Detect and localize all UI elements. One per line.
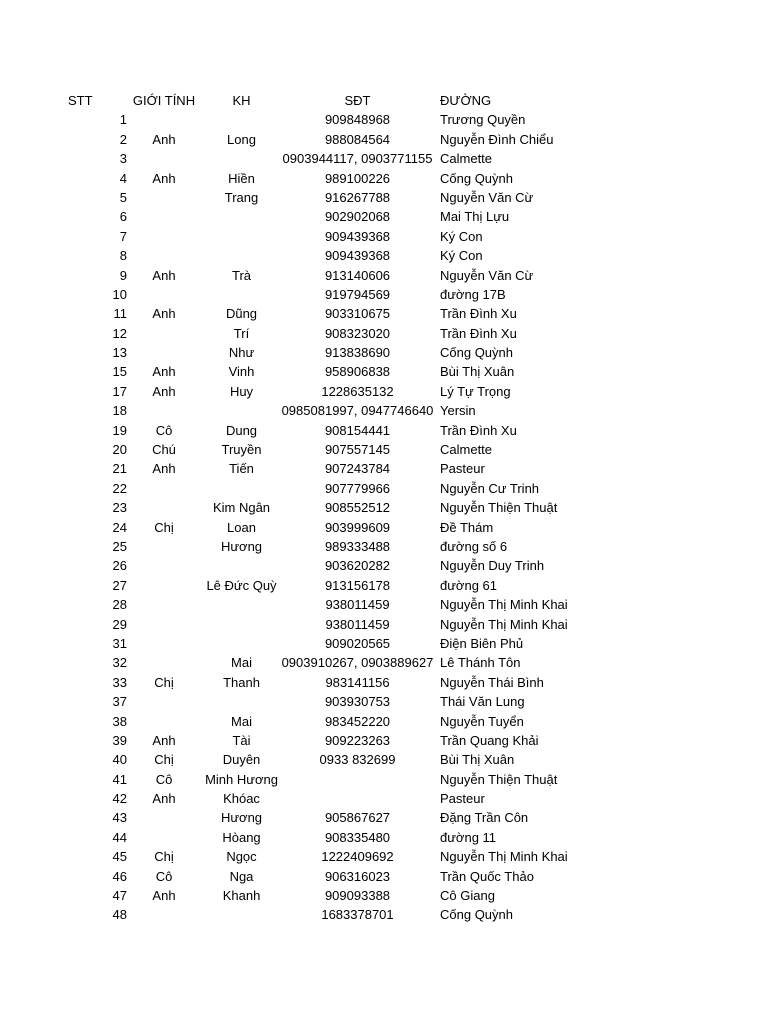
table-row (0, 285, 768, 304)
cell-gioi-tinh: Cô (155, 868, 173, 884)
cell-sdt (280, 770, 435, 789)
cell-kh (203, 401, 280, 420)
cell-gioi-tinh: Anh (152, 267, 176, 283)
table-row (0, 789, 768, 808)
cell-gioi-tinh: Chị (154, 849, 174, 865)
cell-stt: 31 (112, 635, 127, 651)
cell-stt: 9 (119, 267, 127, 283)
cell-gioi-tinh (127, 905, 201, 924)
cell-gioi-tinh (127, 246, 201, 265)
cell-kh: Nga (229, 868, 254, 884)
cell-kh (203, 692, 280, 711)
cell-kh: Trí (233, 325, 250, 341)
cell-sdt: 909093388 (324, 888, 391, 904)
cell-stt: 23 (112, 500, 127, 516)
table-row (0, 556, 768, 575)
cell-duong: Nguyễn Cư Trinh (440, 480, 540, 496)
cell-duong: Nguyễn Thị Minh Khai (440, 616, 568, 632)
cell-gioi-tinh: Cô (155, 771, 173, 787)
cell-sdt: 958906838 (324, 364, 391, 380)
cell-stt: 33 (112, 674, 127, 690)
cell-sdt: 903310675 (324, 306, 391, 322)
header-duong: ĐƯỜNG (440, 93, 492, 108)
table-row (0, 149, 768, 168)
cell-stt: 28 (112, 597, 127, 613)
cell-kh: Duyên (222, 752, 261, 768)
cell-sdt: 0933 832699 (319, 752, 396, 768)
cell-sdt: 913838690 (324, 345, 391, 361)
cell-gioi-tinh: Anh (152, 131, 176, 147)
cell-kh: Dũng (225, 306, 258, 322)
cell-kh (203, 905, 280, 924)
cell-sdt: 1228635132 (321, 383, 394, 399)
cell-stt: 29 (112, 616, 127, 632)
cell-sdt: 909020565 (324, 635, 391, 651)
cell-sdt: 903930753 (324, 694, 391, 710)
cell-sdt: 916267788 (324, 189, 391, 205)
table-row (0, 595, 768, 614)
table-row (0, 537, 768, 556)
cell-kh: Mai (231, 655, 252, 671)
cell-stt: 24 (112, 519, 127, 535)
cell-kh (203, 595, 280, 614)
cell-gioi-tinh (127, 207, 201, 226)
cell-duong: đường 61 (440, 577, 497, 593)
cell-duong: đường số 6 (440, 538, 508, 554)
table-row (0, 847, 768, 866)
cell-gioi-tinh: Chị (154, 674, 174, 690)
cell-gioi-tinh (127, 576, 201, 595)
cell-stt: 39 (112, 732, 127, 748)
cell-gioi-tinh: Chị (154, 519, 174, 535)
cell-gioi-tinh: Chú (152, 442, 176, 458)
cell-kh (203, 634, 280, 653)
cell-kh: Khóac (223, 791, 260, 807)
table-row (0, 479, 768, 498)
cell-sdt: 906316023 (324, 868, 391, 884)
cell-kh (203, 615, 280, 634)
cell-kh: Hiền (228, 170, 255, 186)
cell-duong: Cống Quỳnh (440, 907, 513, 923)
header-sdt: SĐT (344, 93, 371, 108)
cell-stt: 12 (112, 325, 127, 341)
cell-sdt: 909223263 (324, 732, 391, 748)
cell-stt: 1 (119, 112, 127, 128)
cell-kh: Long (227, 131, 256, 147)
cell-kh: Loan (227, 519, 256, 535)
table-row (0, 867, 768, 886)
table-row (0, 440, 768, 459)
cell-duong: Pasteur (440, 461, 485, 477)
table-row (0, 634, 768, 653)
cell-duong: Calmette (440, 151, 493, 167)
cell-kh: Minh Hương (205, 771, 278, 787)
cell-kh: Hương (220, 810, 263, 826)
cell-duong: Nguyễn Duy Trinh (440, 558, 545, 574)
cell-gioi-tinh (127, 479, 201, 498)
cell-sdt: 913156178 (324, 577, 391, 593)
cell-stt: 45 (112, 849, 127, 865)
cell-stt: 47 (112, 888, 127, 904)
cell-gioi-tinh (127, 595, 201, 614)
cell-sdt: 909439368 (324, 248, 391, 264)
cell-gioi-tinh: Anh (152, 888, 176, 904)
cell-gioi-tinh: Cô (155, 422, 173, 438)
cell-duong: Calmette (440, 442, 493, 458)
cell-sdt: 903999609 (324, 519, 391, 535)
cell-kh (203, 227, 280, 246)
table-row (0, 770, 768, 789)
cell-gioi-tinh (127, 227, 201, 246)
cell-kh: Thanh (223, 674, 260, 690)
cell-stt: 37 (112, 694, 127, 710)
table-row (0, 246, 768, 265)
cell-gioi-tinh (127, 692, 201, 711)
cell-gioi-tinh (127, 498, 201, 517)
cell-duong: Lê Thánh Tôn (440, 655, 521, 671)
cell-kh (203, 285, 280, 304)
cell-duong: Nguyễn Tuyển (440, 713, 524, 729)
cell-kh: Như (228, 345, 255, 361)
cell-sdt: 909848968 (324, 112, 391, 128)
cell-kh (203, 479, 280, 498)
cell-stt: 7 (119, 228, 127, 244)
table-row (0, 188, 768, 207)
cell-sdt: 907557145 (324, 442, 391, 458)
cell-stt: 13 (112, 345, 127, 361)
cell-kh (203, 207, 280, 226)
cell-stt: 25 (112, 538, 127, 554)
cell-gioi-tinh: Chị (154, 752, 174, 768)
cell-kh: Truyền (221, 442, 262, 458)
cell-duong: Cống Quỳnh (440, 170, 513, 186)
cell-sdt: 983141156 (325, 674, 390, 690)
cell-stt: 46 (112, 868, 127, 884)
cell-sdt: 905867627 (324, 810, 391, 826)
cell-sdt: 907243784 (324, 461, 391, 477)
table-row (0, 324, 768, 343)
cell-kh: Mai (231, 713, 252, 729)
cell-duong: Nguyễn Đình Chiểu (440, 131, 554, 147)
cell-stt: 10 (112, 286, 127, 302)
table-row (0, 343, 768, 362)
cell-kh (203, 149, 280, 168)
cell-duong: Trần Đình Xu (440, 325, 517, 341)
table-row (0, 421, 768, 440)
cell-duong: đường 17B (440, 286, 506, 302)
cell-duong: Đặng Trần Côn (440, 810, 529, 826)
cell-duong: Đề Thám (440, 519, 494, 535)
cell-stt: 42 (112, 791, 127, 807)
table-row (0, 130, 768, 149)
cell-gioi-tinh (127, 634, 201, 653)
table-row (0, 808, 768, 827)
cell-kh: Tiến (229, 461, 254, 477)
table-row (0, 886, 768, 905)
cell-gioi-tinh (127, 343, 201, 362)
cell-gioi-tinh: Anh (152, 306, 176, 322)
cell-gioi-tinh: Anh (152, 791, 176, 807)
cell-sdt: 902902068 (324, 209, 391, 225)
cell-kh (203, 246, 280, 265)
cell-duong: Mai Thị Lựu (440, 209, 510, 225)
cell-sdt: 938011459 (325, 597, 390, 613)
cell-gioi-tinh (127, 712, 201, 731)
cell-sdt: 919794569 (324, 286, 391, 302)
table-row (0, 750, 768, 769)
table-row (0, 227, 768, 246)
cell-sdt: 1683378701 (321, 907, 394, 923)
table-row (0, 266, 768, 285)
cell-stt: 40 (112, 752, 127, 768)
customer-table (0, 91, 768, 925)
cell-kh: Hương (220, 538, 263, 554)
cell-gioi-tinh (127, 149, 201, 168)
cell-duong: Pasteur (440, 791, 485, 807)
cell-stt: 18 (112, 403, 127, 419)
cell-stt: 21 (112, 461, 127, 477)
cell-duong: Nguyễn Thị Minh Khai (440, 597, 568, 613)
cell-stt: 2 (119, 131, 127, 147)
cell-stt: 26 (112, 558, 127, 574)
cell-duong: đường 11 (440, 829, 497, 845)
cell-stt: 44 (112, 829, 127, 845)
table-row (0, 401, 768, 420)
table-row (0, 576, 768, 595)
header-stt: STT (68, 93, 93, 108)
cell-gioi-tinh: Anh (152, 170, 176, 186)
table-row (0, 712, 768, 731)
cell-kh: Trang (224, 189, 259, 205)
cell-gioi-tinh (127, 556, 201, 575)
cell-kh (203, 110, 280, 129)
cell-kh: Trà (231, 267, 252, 283)
cell-gioi-tinh: Anh (152, 383, 176, 399)
cell-gioi-tinh (127, 537, 201, 556)
cell-kh: Huy (229, 383, 254, 399)
cell-duong: Cống Quỳnh (440, 345, 513, 361)
cell-sdt (280, 789, 435, 808)
cell-duong: Bùi Thị Xuân (440, 364, 515, 380)
table-row (0, 828, 768, 847)
table-row (0, 110, 768, 129)
cell-duong: Nguyễn Văn Cừ (440, 189, 534, 205)
cell-duong: Nguyễn Thị Minh Khai (440, 849, 568, 865)
cell-gioi-tinh: Anh (152, 364, 176, 380)
cell-gioi-tinh (127, 188, 201, 207)
cell-sdt: 908154441 (324, 422, 391, 438)
cell-stt: 27 (112, 577, 127, 593)
cell-gioi-tinh (127, 110, 201, 129)
table-row (0, 382, 768, 401)
table-row (0, 304, 768, 323)
cell-stt: 20 (112, 442, 127, 458)
cell-duong: Yersin (440, 403, 476, 419)
table-row (0, 207, 768, 226)
cell-stt: 15 (112, 364, 127, 380)
cell-kh: Lê Đức Quỳ (206, 577, 277, 593)
cell-stt: 19 (112, 422, 127, 438)
cell-duong: Nguyễn Thiện Thuật (440, 500, 558, 516)
cell-stt: 11 (113, 306, 127, 322)
cell-duong: Thái Văn Lung (440, 694, 525, 710)
cell-stt: 4 (119, 170, 127, 186)
cell-sdt: 938011459 (325, 616, 390, 632)
cell-sdt: 908323020 (324, 325, 391, 341)
cell-gioi-tinh (127, 615, 201, 634)
cell-duong: Trần Quốc Thảo (440, 868, 534, 884)
cell-stt: 3 (119, 151, 127, 167)
cell-duong: Nguyễn Thái Bình (440, 674, 544, 690)
cell-gioi-tinh: Anh (152, 732, 176, 748)
cell-sdt: 913140606 (324, 267, 391, 283)
cell-duong: Trương Quyền (440, 112, 526, 128)
cell-stt: 41 (112, 771, 127, 787)
cell-duong: Cô Giang (440, 888, 495, 904)
table-row (0, 459, 768, 478)
cell-sdt: 989333488 (324, 538, 391, 554)
cell-stt: 8 (119, 248, 127, 264)
cell-kh: Dung (225, 422, 258, 438)
cell-stt: 17 (112, 383, 127, 399)
cell-stt: 5 (119, 189, 127, 205)
cell-sdt: 0903910267, 0903889627 (281, 655, 434, 671)
cell-gioi-tinh (127, 285, 201, 304)
header-row (0, 91, 768, 110)
header-kh: KH (232, 93, 251, 108)
cell-sdt: 909439368 (324, 228, 391, 244)
cell-duong: Trần Đình Xu (440, 306, 517, 322)
cell-sdt: 983452220 (324, 713, 391, 729)
header-gioi-tinh: GIỚI TÍNH (132, 93, 196, 108)
table-row (0, 518, 768, 537)
cell-duong: Nguyễn Văn Cừ (440, 267, 534, 283)
cell-kh: Ngọc (226, 849, 257, 865)
cell-sdt: 1222409692 (321, 849, 394, 865)
cell-duong: Nguyễn Thiện Thuật (440, 771, 558, 787)
cell-gioi-tinh (127, 324, 201, 343)
cell-gioi-tinh (127, 828, 201, 847)
table-body (0, 110, 768, 924)
cell-sdt: 903620282 (324, 558, 391, 574)
cell-kh: Vinh (228, 364, 255, 380)
cell-stt: 22 (112, 480, 127, 496)
cell-kh: Khanh (222, 888, 261, 904)
cell-stt: 48 (112, 907, 127, 923)
cell-kh: Tài (232, 732, 251, 748)
cell-kh: Hòang (222, 829, 261, 845)
cell-duong: Trần Quang Khải (440, 732, 539, 748)
cell-sdt: 0903944117, 0903771155 (282, 151, 433, 167)
cell-stt: 32 (112, 655, 127, 671)
cell-duong: Lý Tự Trọng (440, 383, 511, 399)
cell-kh (203, 556, 280, 575)
cell-duong: Trần Đình Xu (440, 422, 517, 438)
cell-sdt: 907779966 (324, 480, 391, 496)
cell-sdt: 908552512 (324, 500, 391, 516)
cell-duong: Bùi Thị Xuân (440, 752, 515, 768)
cell-duong: Điện Biên Phủ (440, 635, 524, 651)
table-row (0, 169, 768, 188)
table-row (0, 673, 768, 692)
cell-duong: Ký Con (440, 228, 483, 244)
table-row (0, 731, 768, 750)
cell-sdt: 0985081997, 0947746640 (281, 403, 434, 419)
cell-stt: 6 (119, 209, 127, 225)
cell-gioi-tinh (127, 401, 201, 420)
cell-stt: 43 (112, 810, 127, 826)
cell-gioi-tinh (127, 653, 201, 672)
table-row (0, 692, 768, 711)
table-row (0, 905, 768, 924)
cell-gioi-tinh: Anh (152, 461, 176, 477)
cell-kh: Kim Ngân (212, 500, 271, 516)
table-row (0, 362, 768, 381)
cell-stt: 38 (112, 713, 127, 729)
cell-sdt: 988084564 (324, 131, 391, 147)
table-row (0, 615, 768, 634)
cell-duong: Ký Con (440, 248, 483, 264)
cell-sdt: 908335480 (324, 829, 391, 845)
table-row (0, 498, 768, 517)
cell-gioi-tinh (127, 808, 201, 827)
cell-sdt: 989100226 (324, 170, 391, 186)
table-row (0, 653, 768, 672)
